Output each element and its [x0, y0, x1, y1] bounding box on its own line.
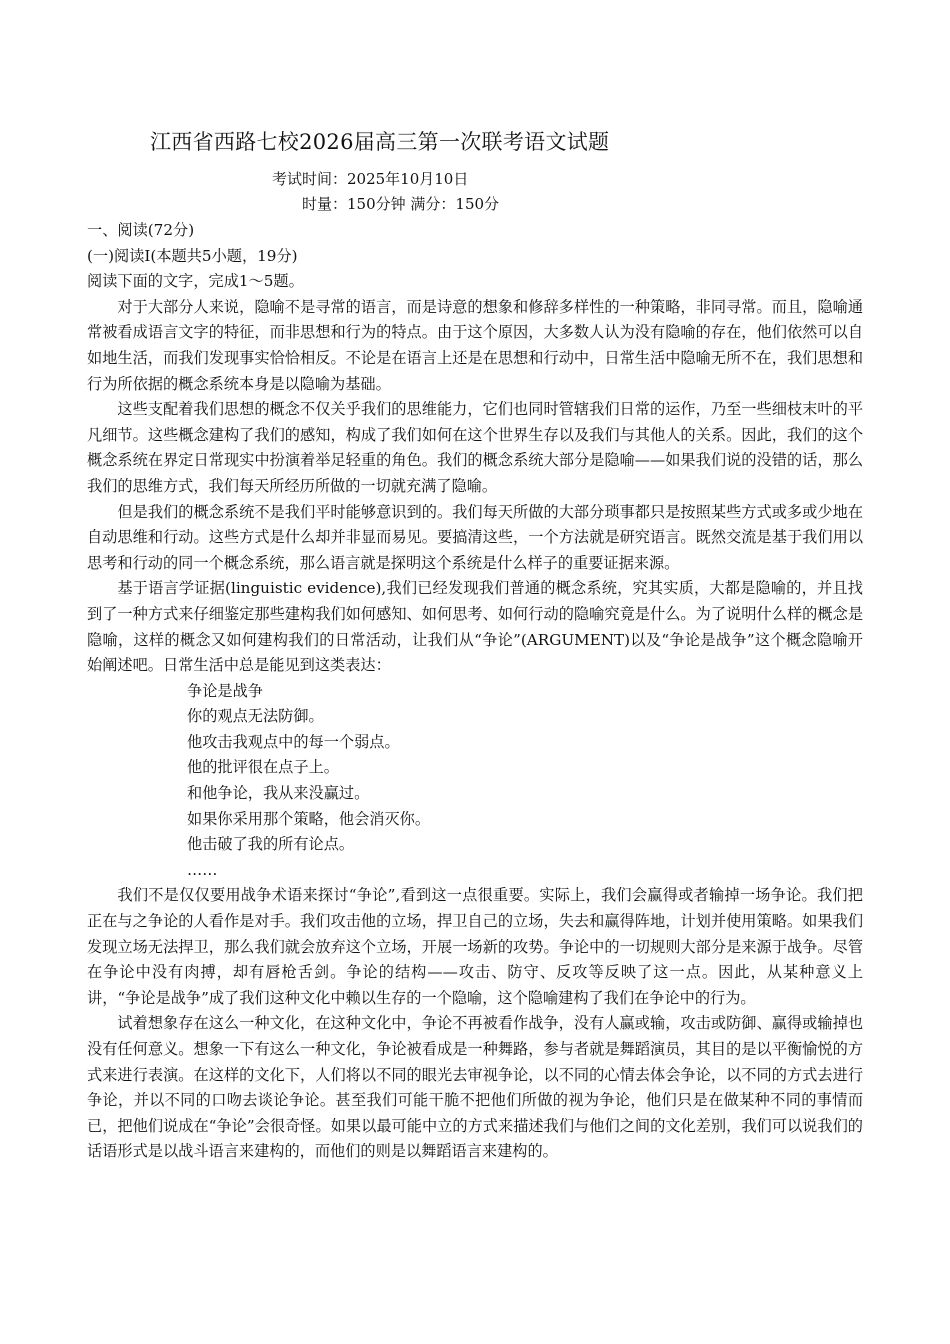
example-list	[87, 679, 863, 884]
exam-duration-score: 时量：150分钟 满分：150分	[302, 195, 500, 213]
example-ellipsis: ……	[187, 860, 218, 879]
exam-title: 江西省西路七校2026届高三第一次联考语文试题	[150, 130, 610, 154]
example-item: 他击破了我的所有论点。	[187, 835, 355, 854]
passage-paragraph: 但是我们的概念系统不是我们平时能够意识到的。我们每天所做的大部分琐事都只是按照某些方式或多或少地在自动思维和行动。这些方式是什么却并非显而易见。要搞清这些，一个方法就是研究语言。既然交流是基于我们用以思考和行动的同一个概念系统，那么语言就是探明这个系统是什么样子的重要证据来源。	[87, 502, 863, 572]
passage-paragraph: 我们不是仅仅要用战争术语来探讨“争论”,看到这一点很重要。实际上，我们会赢得或者输掉一场争论。我们把正在与之争论的人看作是对手。我们攻击他的立场，捍卫自己的立场，失去和赢得阵地，计划并使用策略。如果我们发现立场无法捍卫，那么我们就会放弃这个立场，开展一场新的攻势。争论中的一切规则大部分是来源于战争。尽管在争论中没有肉搏，却有唇枪舌剑。争论的结构——攻击、防守、反攻等反映了这一点。因此，从某种意义上讲，“争论是战争”成了我们这种文化中赖以生存的一个隐喻，这个隐喻建构了我们在争论中的行为。	[87, 886, 863, 1007]
passage-paragraph: 基于语言学证据(linguistic evidence),我们已经发现我们普通的概念系统，究其实质，大都是隐喻的，并且找到了一种方式来仔细鉴定那些建构我们如何感知、如何思考、如何行动的隐喻究竟是什么。为了说明什么样的概念是隐喻，这样的概念又如何建构我们的日常活动，让我们从“争论”(ARGUMENT)以及“争论是战争”这个概念隐喻开始阐述吧。日常生活中总是能见到这类表达：	[87, 579, 863, 675]
subsection-heading: (一)阅读I(本题共5小题，19分)	[87, 246, 298, 265]
example-item: 争论是战争	[187, 681, 263, 700]
exam-body	[87, 218, 863, 1165]
example-item: 和他争论，我从来没赢过。	[187, 784, 370, 803]
example-item: 他的批评很在点子上。	[187, 758, 339, 777]
example-item: 他攻击我观点中的每一个弱点。	[187, 732, 400, 751]
reading-instruction: 阅读下面的文字，完成1～5题。	[87, 272, 304, 291]
passage-paragraph: 这些支配着我们思想的概念不仅关乎我们的思维能力，它们也同时管辖我们日常的运作，乃至一些细枝末叶的平凡细节。这些概念建构了我们的感知，构成了我们如何在这个世界生存以及我们与其他人的关系。因此，我们的这个概念系统在界定日常现实中扮演着举足轻重的角色。我们的概念系统大部分是隐喻——如果我们说的没错的话，那么我们的思维方式，我们每天所经历所做的一切就充满了隐喻。	[87, 400, 863, 495]
passage-paragraph: 对于大部分人来说，隐喻不是寻常的语言，而是诗意的想象和修辞多样性的一种策略，非同寻常。而且，隐喻通常被看成语言文字的特征，而非思想和行为的特点。由于这个原因，大多数人认为没有隐喻的存在，他们依然可以自如地生活，而我们发现事实恰恰相反。不论是在语言上还是在思想和行动中，日常生活中隐喻无所不在，我们思想和行为所依据的概念系统本身是以隐喻为基础。	[87, 297, 863, 393]
passage-paragraph: 试着想象存在这么一种文化，在这种文化中，争论不再被看作战争，没有人赢或输，攻击或防御、赢得或输掉也没有任何意义。想象一下有这么一种文化，争论被看成是一种舞路，参与者就是舞蹈演员，其目的是以平衡愉悦的方式来进行表演。在这样的文化下，人们将以不同的眼光去审视争论，以不同的心情去体会争论，以不同的方式去进行争论，并以不同的口吻去谈论争论。甚至我们可能干脆不把他们所做的视为争论，他们只是在做某种不同的事情而已，把他们说成在“争论”会很奇怪。如果以最可能中立的方式来描述我们与他们之间的文化差别，我们可以说我们的话语形式是以战斗语言来建构的，而他们的则是以舞蹈语言来建构的。	[87, 1014, 863, 1161]
exam-time: 考试时间：2025年10月10日	[272, 170, 469, 188]
example-item: 如果你采用那个策略，他会消灭你。	[187, 809, 430, 828]
section-heading: 一、阅读(72分)	[87, 221, 195, 239]
example-item: 你的观点无法防御。	[187, 707, 324, 726]
